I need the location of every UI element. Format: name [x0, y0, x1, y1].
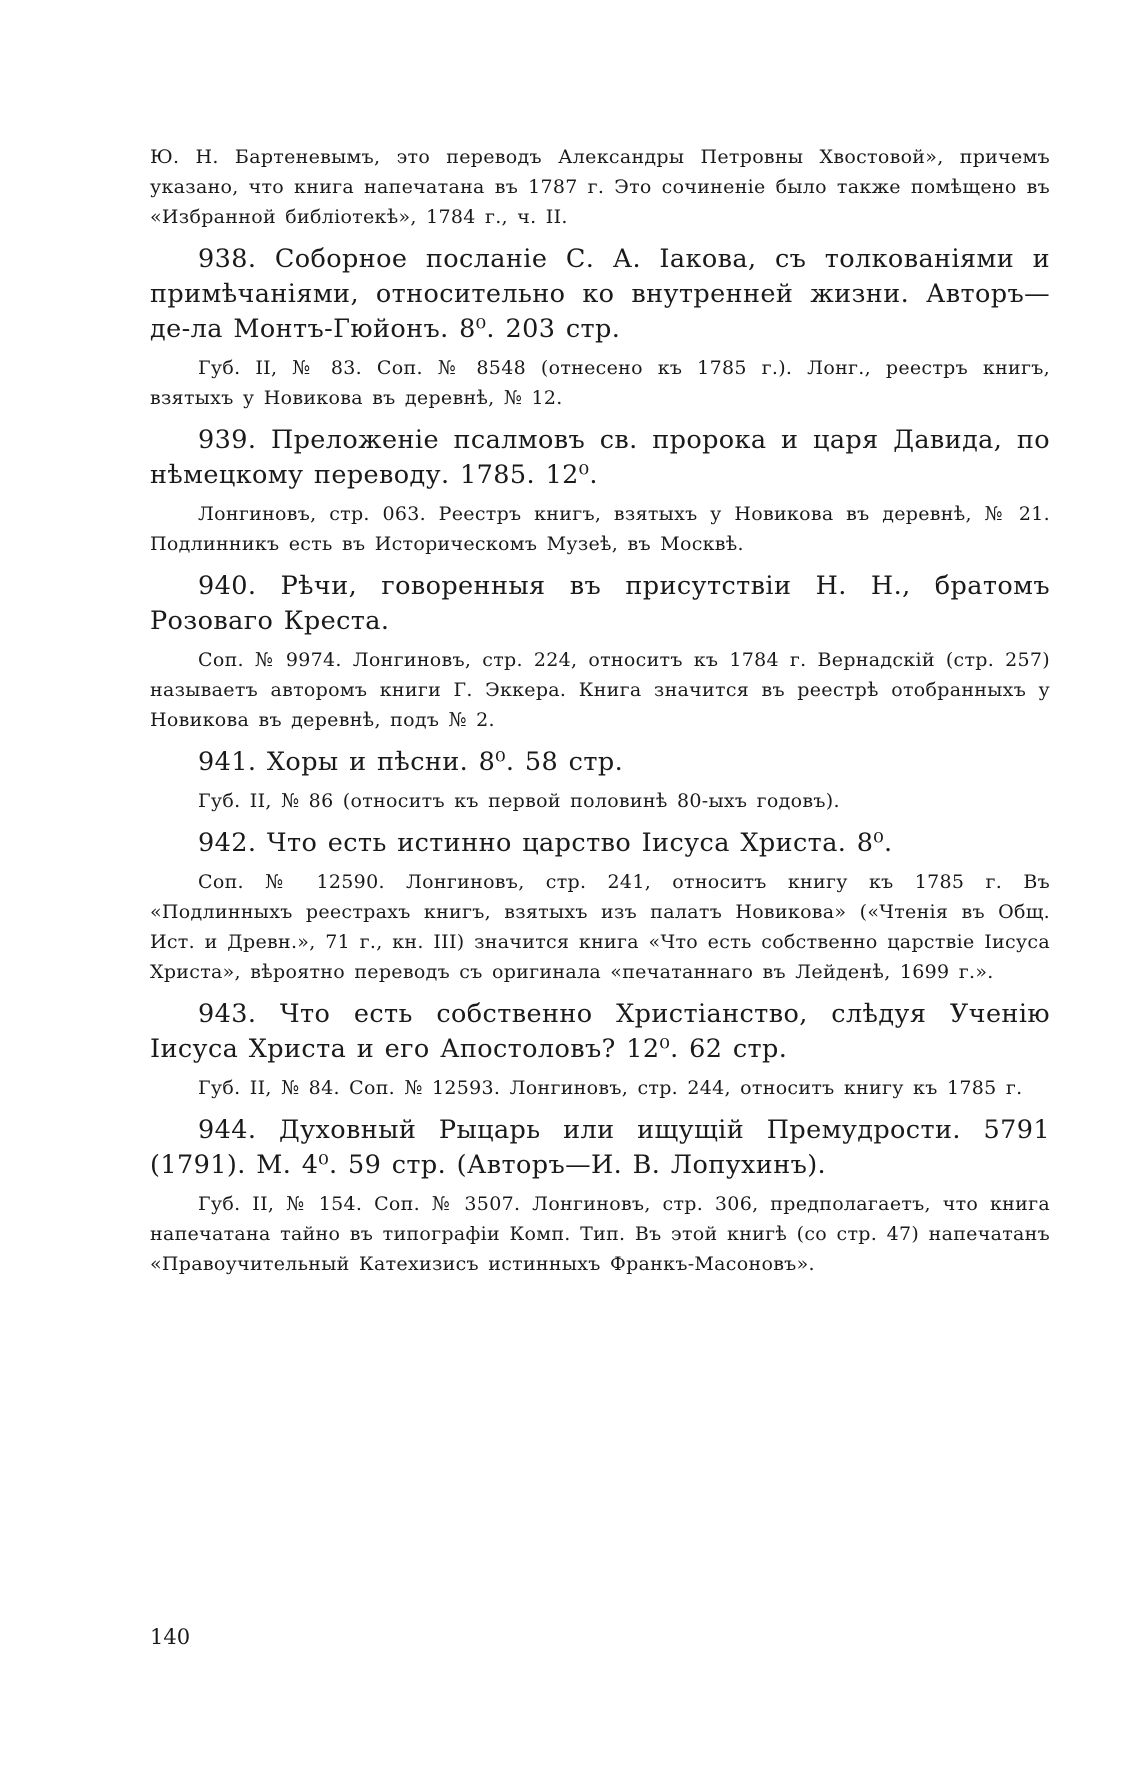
- entry-title: 940. Рѣчи, говоренныя въ присутствіи Н. Н., братомъ Розоваго Креста.: [150, 571, 1050, 636]
- entry-943: [150, 997, 1050, 1103]
- entry-note: Лонгиновъ, стр. 063. Реестръ книгъ, взятыхъ у Новикова въ деревнѣ, № 21. Подлинникъ есть въ Историческомъ Музеѣ, въ Москвѣ.: [150, 503, 1050, 555]
- entry-note: Соп. № 12590. Лонгиновъ, стр. 241, относитъ книгу къ 1785 г. Въ «Подлинныхъ реестрахъ книгъ, взятыхъ изъ палатъ Новикова» («Чтенія въ Общ. Ист. и Древн.», 71 г., кн. III) значится книга «Что есть собственно царствіе Іисуса Христа», вѣроятно переводъ съ оригинала «печатаннаго въ Лейденѣ, 1699 г.».: [150, 871, 1050, 983]
- entry-title: 943. Что есть собственно Христіанство, слѣдуя Ученію Іисуса Христа и его Апостоловъ? 12⁰. 62 стр.: [150, 999, 1050, 1064]
- entry-title: 942. Что есть истинно царство Іисуса Христа. 8⁰.: [198, 828, 893, 858]
- entry-note: Губ. II, № 154. Соп. № 3507. Лонгиновъ, стр. 306, предполагаетъ, что книга напечатана тайно въ типографіи Комп. Тип. Въ этой книгѣ (со стр. 47) напечатанъ «Правоучительный Катехизисъ истинныхъ Франкъ-Масоновъ».: [150, 1193, 1050, 1275]
- entry-title: 941. Хоры и пѣсни. 8⁰. 58 стр.: [198, 747, 624, 777]
- entry-note: Губ. II, № 86 (относитъ къ первой половинѣ 80-ыхъ годовъ).: [198, 790, 840, 812]
- entry-title: 939. Преложеніе псалмовъ св. пророка и царя Давида, по нѣмецкому переводу. 1785. 12⁰.: [150, 425, 1050, 490]
- entry-title: 944. Духовный Рыцарь или ищущій Премудрости. 5791 (1791). М. 4⁰. 59 стр. (Авторъ—И. В. Лопухинъ).: [150, 1115, 1050, 1180]
- entry-note: Губ. II, № 84. Соп. № 12593. Лонгиновъ, стр. 244, относитъ книгу къ 1785 г.: [198, 1077, 1023, 1099]
- continuation-paragraph: Ю. Н. Бартеневымъ, это переводъ Александры Петровны Хвостовой», причемъ указано, что книга напечатана въ 1787 г. Это сочиненіе было также помѣщено въ «Избранной библіотекѣ», 1784 г., ч. II.: [150, 146, 1050, 228]
- entry-941: [150, 745, 1050, 816]
- entry-939: [150, 423, 1050, 559]
- entry-942: [150, 826, 1050, 987]
- page-text: [150, 142, 1050, 1279]
- entry-note: Губ. II, № 83. Соп. № 8548 (отнесено къ 1785 г.). Лонг., реестръ книгъ, взятыхъ у Новикова въ деревнѣ, № 12.: [150, 357, 1050, 409]
- entry-938: [150, 242, 1050, 413]
- entry-title: 938. Соборное посланіе С. А. Іакова, съ толкованіями и примѣчаніями, относительно ко внутренней жизни. Авторъ—де-ла Монтъ-Гюйонъ. 8⁰. 203 стр.: [150, 244, 1050, 344]
- entry-note: Соп. № 9974. Лонгиновъ, стр. 224, относитъ къ 1784 г. Вернадскій (стр. 257) называетъ авторомъ книги Г. Эккера. Книга значится въ реестрѣ отобранныхъ у Новикова въ деревнѣ, подъ № 2.: [150, 649, 1050, 731]
- entry-940: [150, 569, 1050, 735]
- page-number: 140: [150, 1625, 191, 1649]
- entry-944: [150, 1113, 1050, 1279]
